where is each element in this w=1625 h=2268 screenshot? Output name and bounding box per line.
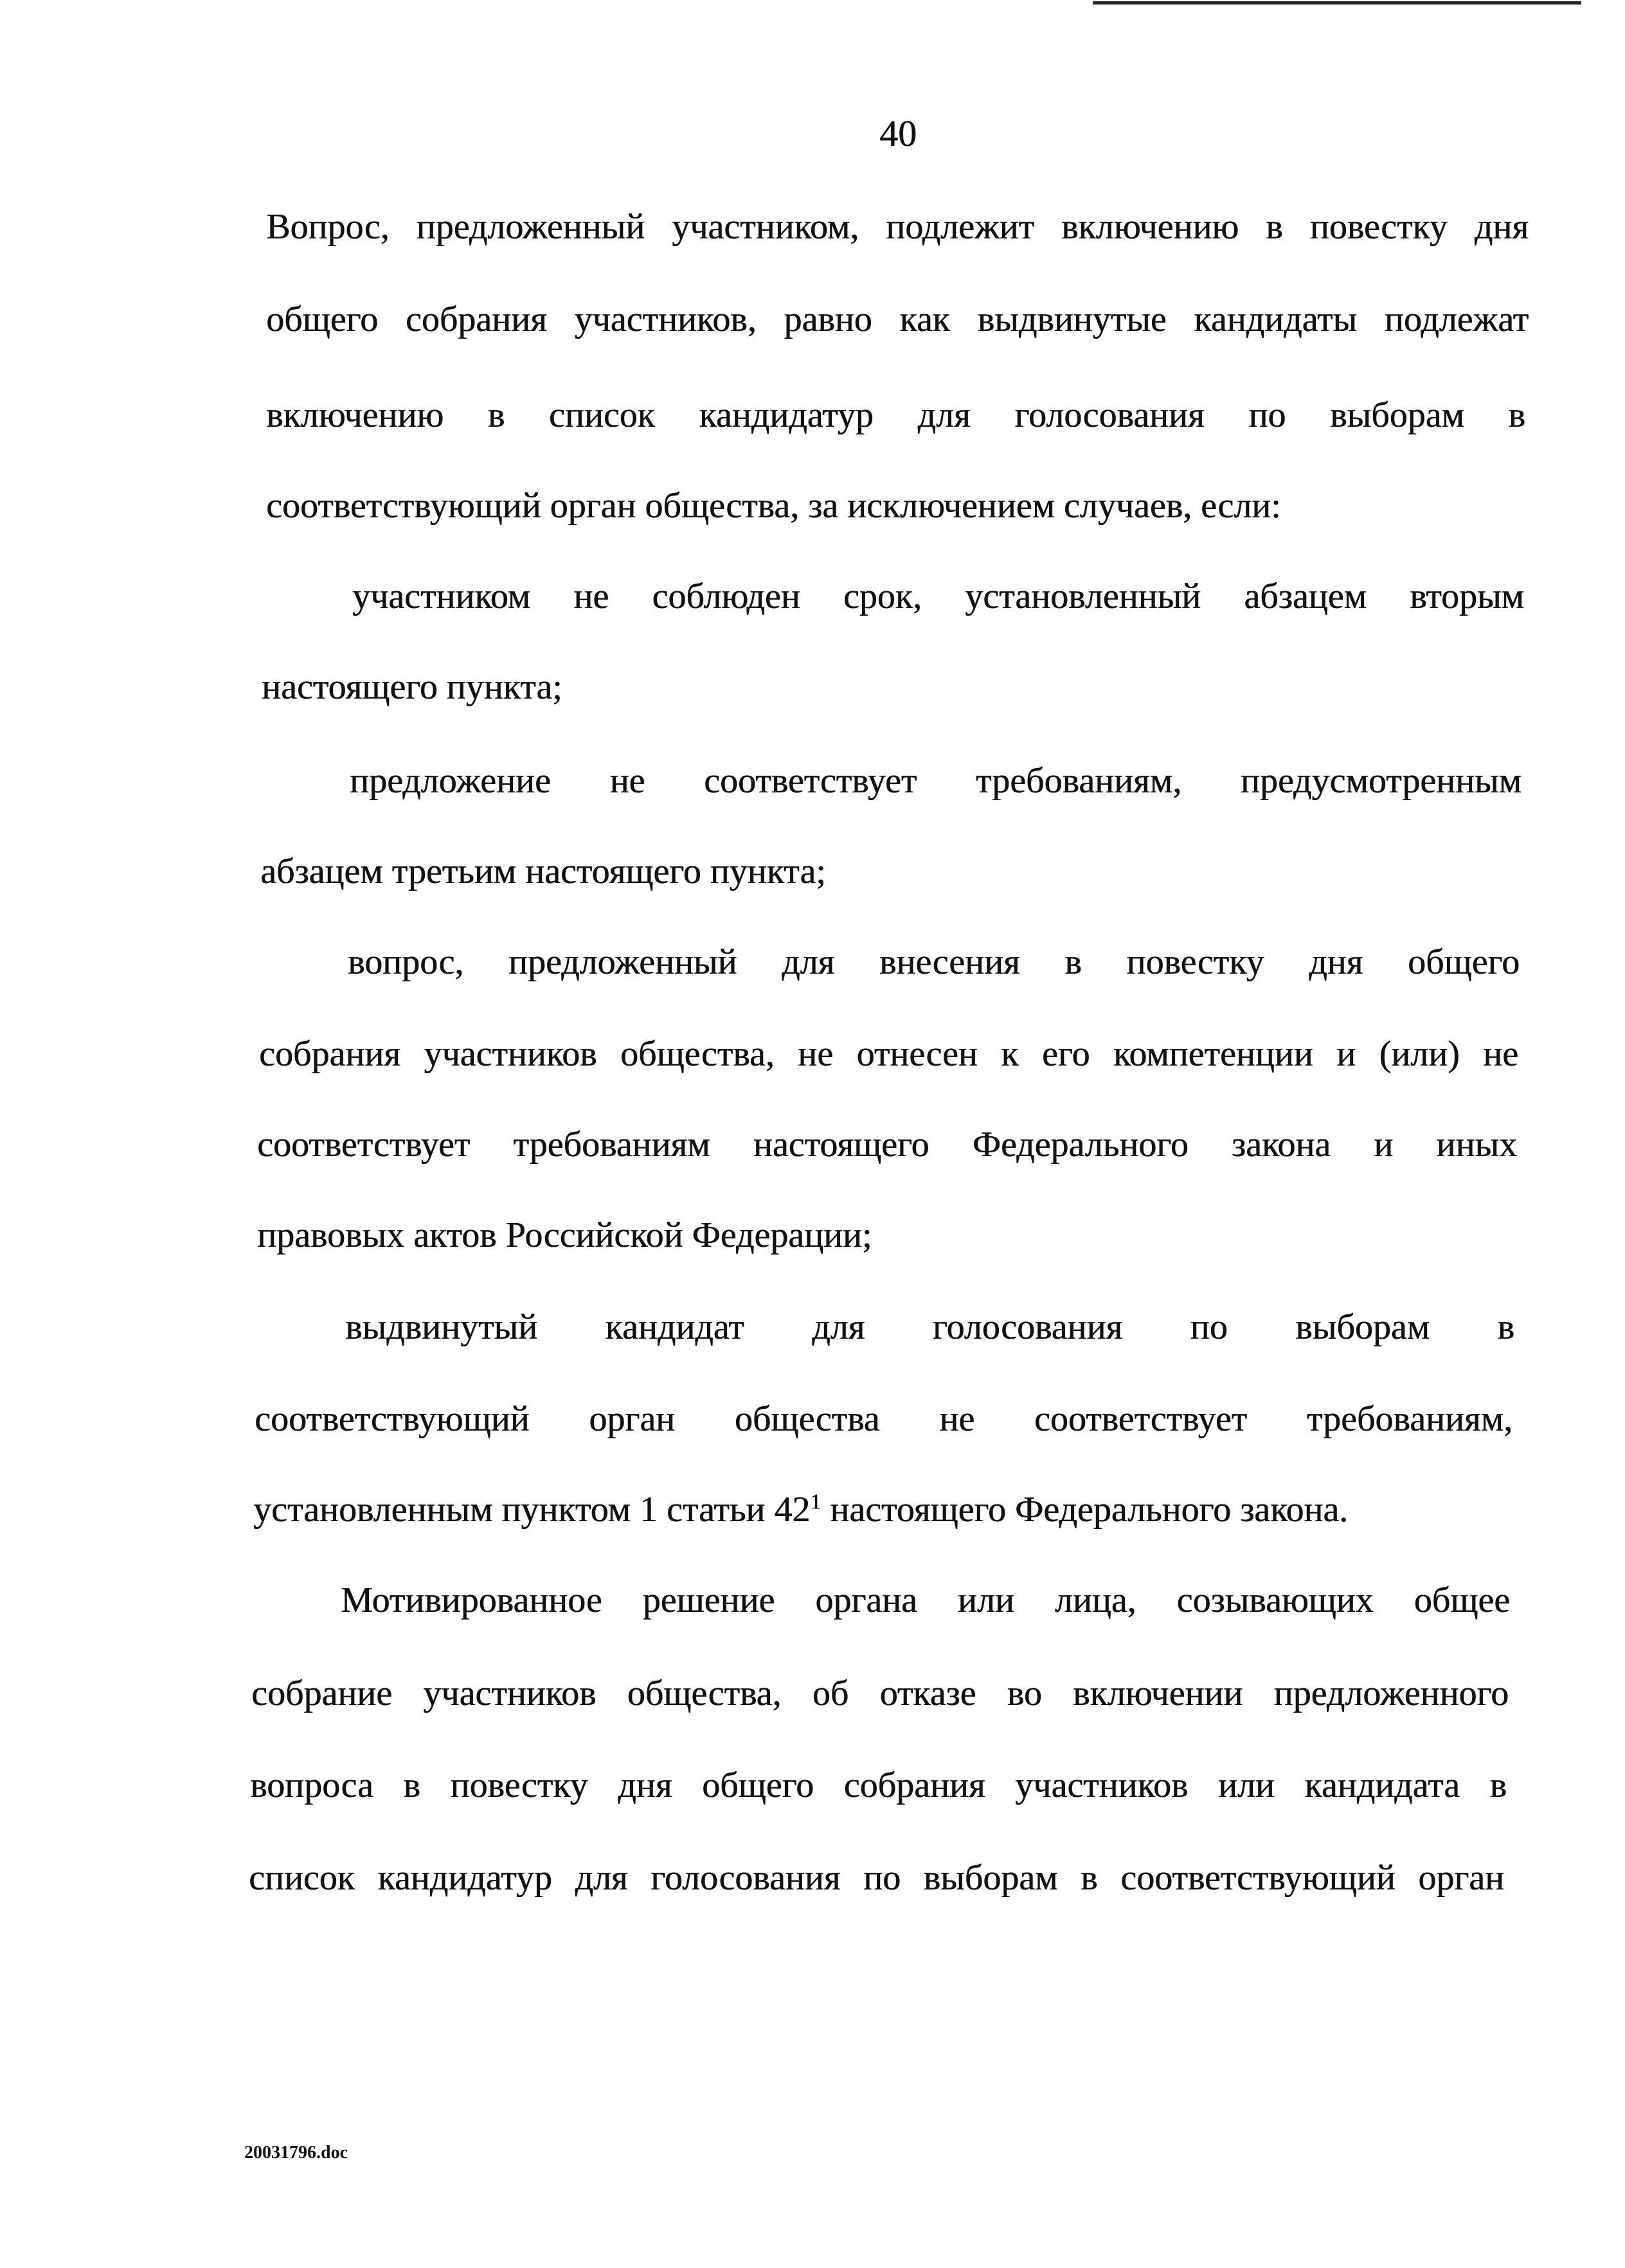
text-line: участником не соблюден срок, установленный абзацем вторым xyxy=(352,576,1524,616)
text-line: соответствующий орган общества, за исключением случаев, если: xyxy=(266,486,1281,526)
text-line: собрания участников общества, не отнесен к его компетенции и (или) не xyxy=(259,1034,1518,1074)
page-number: 40 xyxy=(879,112,917,154)
text-line: Вопрос, предложенный участником, подлежит включению в повестку дня xyxy=(266,207,1529,247)
text-line: Мотивированное решение органа или лица, созывающих общее xyxy=(341,1580,1510,1620)
text-line: включению в список кандидатур для голосования по выборам в xyxy=(266,395,1525,435)
text-line: правовых актов Российской Федерации; xyxy=(257,1215,872,1255)
text-line: предложение не соответствует требованиям, предусмотренным xyxy=(350,761,1522,801)
text-line: соответствующий орган общества не соответствует требованиям, xyxy=(255,1399,1513,1439)
text-segment: настоящего Федерального закона. xyxy=(821,1490,1349,1530)
text-line: список кандидатур для голосования по выборам в соответствующий орган xyxy=(249,1858,1504,1898)
text-line: вопрос, предложенный для внесения в повестку дня общего xyxy=(348,942,1520,982)
text-line: вопроса в повестку дня общего собрания участников или кандидата в xyxy=(250,1765,1507,1805)
text-line: настоящего пункта; xyxy=(262,667,562,707)
superscript: 1 xyxy=(810,1490,821,1514)
text-line: выдвинутый кандидат для голосования по выборам в xyxy=(345,1307,1514,1347)
text-line: общего собрания участников, равно как выдвинутые кандидаты подлежат xyxy=(266,299,1529,339)
top-rule xyxy=(1093,1,1581,4)
text-line: собрание участников общества, об отказе во включении предложенного xyxy=(251,1674,1509,1713)
footer-filename: 20031796.doc xyxy=(244,2143,348,2163)
text-line: абзацем третьим настоящего пункта; xyxy=(260,852,826,891)
text-line xyxy=(253,1484,1348,1535)
text-segment: установленным пунктом 1 статьи 42 xyxy=(253,1490,811,1530)
text-line: соответствует требованиям настоящего Федерального закона и иных xyxy=(257,1125,1517,1165)
